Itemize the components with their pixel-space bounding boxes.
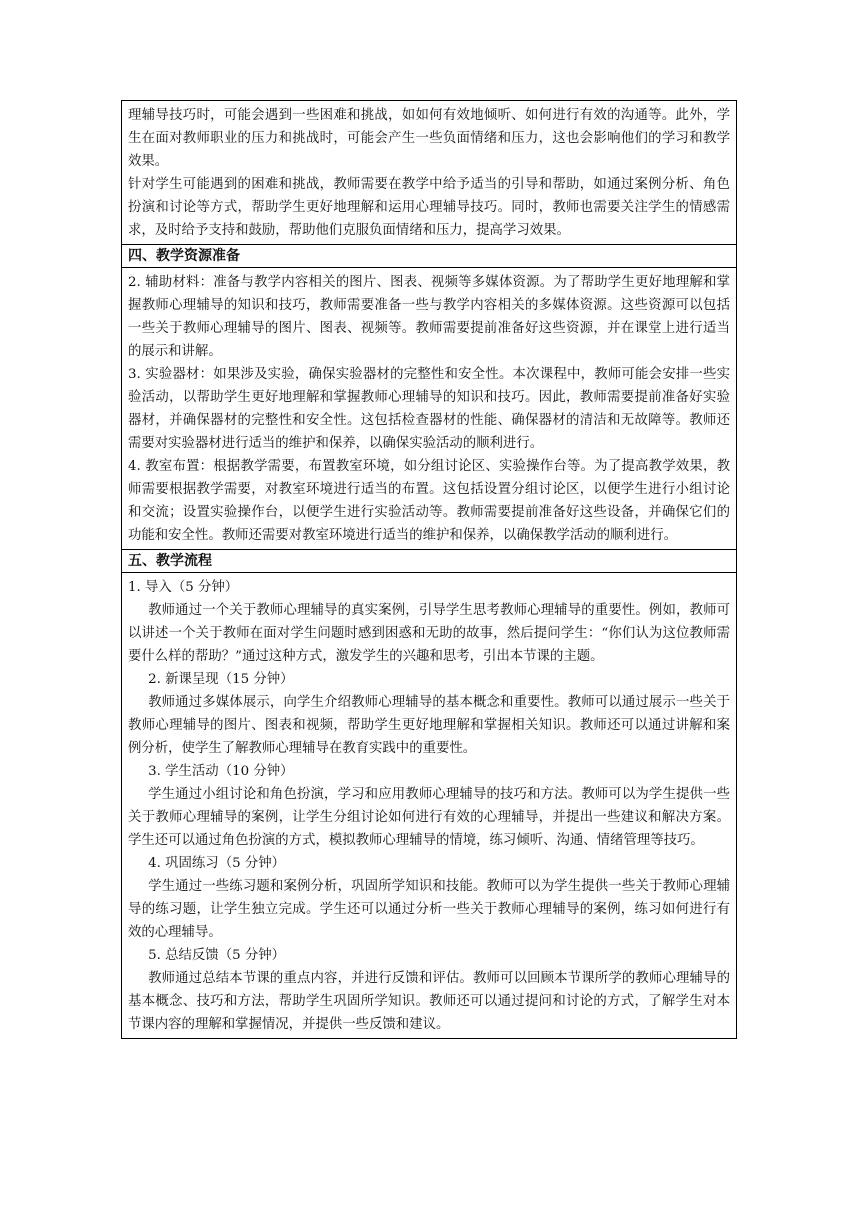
step-title: 2. 新课呈现（15 分钟） (148, 672, 294, 687)
step-body: 教师通过一个关于教师心理辅导的真实案例，引导学生思考教师心理辅导的重要性。例如，教师可以讲述一个关于教师在面对学生问题时感到困惑和无助的故事，然后提问学生：“你们认为这位教师需要什么样的帮助？”通过这种方式，激发学生的兴趣和思考，引出本节课的主题。 (128, 603, 730, 664)
section-4-body (122, 268, 736, 550)
section-5-heading: 五、教学流程 (122, 550, 736, 573)
step-body: 学生通过一些练习题和案例分析，巩固所学知识和技能。教师可以为学生提供一些关于教师心理辅导的练习题，让学生独立完成。学生还可以通过分析一些关于教师心理辅导的案例，练习如何进行有效的心理辅导。 (128, 879, 730, 940)
resource-item: 4. 教室布置：根据教学需要，布置教室环境，如分组讨论区、实验操作台等。为了提高教学效果，教师需要根据教学需要，对教室环境进行适当的布置。这包括设置分组讨论区，以便学生进行小组讨论和交流；设置实验操作台，以便学生进行实验活动等。教师需要提前准备好这些设备，并确保它们的功能和安全性。教师还需要对教室环境进行适当的维护和保养，以确保教学活动的顺利进行。 (128, 459, 730, 543)
paragraph: 理辅导技巧时，可能会遇到一些困难和挑战，如如何有效地倾听、如何进行有效的沟通等。此外，学生在面对教师职业的压力和挑战时，可能会产生一些负面情绪和压力，这也会影响他们的学习和教学效果。 (128, 108, 730, 169)
resource-item: 2. 辅助材料：准备与教学内容相关的图片、图表、视频等多媒体资源。为了帮助学生更好地理解和掌握教师心理辅导的知识和技巧，教师需要准备一些与教学内容相关的多媒体资源。这些资源可以包括一些关于教师心理辅导的图片、图表、视频等。教师需要提前准备好这些资源，并在课堂上进行适当的展示和讲解。 (128, 275, 730, 359)
paragraph: 针对学生可能遇到的困难和挑战，教师需要在教学中给予适当的引导和帮助，如通过案例分析、角色扮演和讨论等方式，帮助学生更好地理解和运用心理辅导技巧。同时，教师也需要关注学生的情感需求，及时给予支持和鼓励，帮助他们克服负面情绪和压力，提高学习效果。 (128, 177, 730, 238)
step-body: 教师通过总结本节课的重点内容，并进行反馈和评估。教师可以回顾本节课所学的教师心理辅导的基本概念、技巧和方法，帮助学生巩固所学知识。教师还可以通过提问和讨论的方式，了解学生对本节课内容的理解和掌握情况，并提供一些反馈和建议。 (128, 971, 730, 1032)
step-title: 4. 巩固练习（5 分钟） (148, 856, 286, 871)
step-title: 1. 导入（5 分钟） (128, 580, 239, 595)
resource-item: 3. 实验器材：如果涉及实验，确保实验器材的完整性和安全性。本次课程中，教师可能会安排一些实验活动，以帮助学生更好地理解和掌握教师心理辅导的知识和技巧。因此，教师需要提前准备好实验器材，并确保器材的完整性和安全性。这包括检查器材的性能、确保器材的清洁和无故障等。教师还需要对实验器材进行适当的维护和保养，以确保实验活动的顺利进行。 (128, 367, 730, 451)
step-title: 5. 总结反馈（5 分钟） (148, 948, 286, 963)
section-4-heading: 四、教学资源准备 (122, 245, 736, 268)
step-body: 学生通过小组讨论和角色扮演，学习和应用教师心理辅导的技巧和方法。教师可以为学生提供一些关于教师心理辅导的案例，让学生分组讨论如何进行有效的心理辅导，并提出一些建议和解决方案。学生还可以通过角色扮演的方式，模拟教师心理辅导的情境，练习倾听、沟通、情绪管理等技巧。 (128, 787, 730, 848)
section-3-continuation (122, 101, 736, 245)
section-5-body (122, 573, 736, 1038)
step-body: 教师通过多媒体展示，向学生介绍教师心理辅导的基本概念和重要性。教师可以通过展示一些关于教师心理辅导的图片、图表和视频，帮助学生更好地理解和掌握相关知识。教师还可以通过讲解和案例分析，使学生了解教师心理辅导在教育实践中的重要性。 (128, 695, 730, 756)
step-title: 3. 学生活动（10 分钟） (148, 764, 294, 779)
lesson-plan-table (121, 100, 737, 1039)
